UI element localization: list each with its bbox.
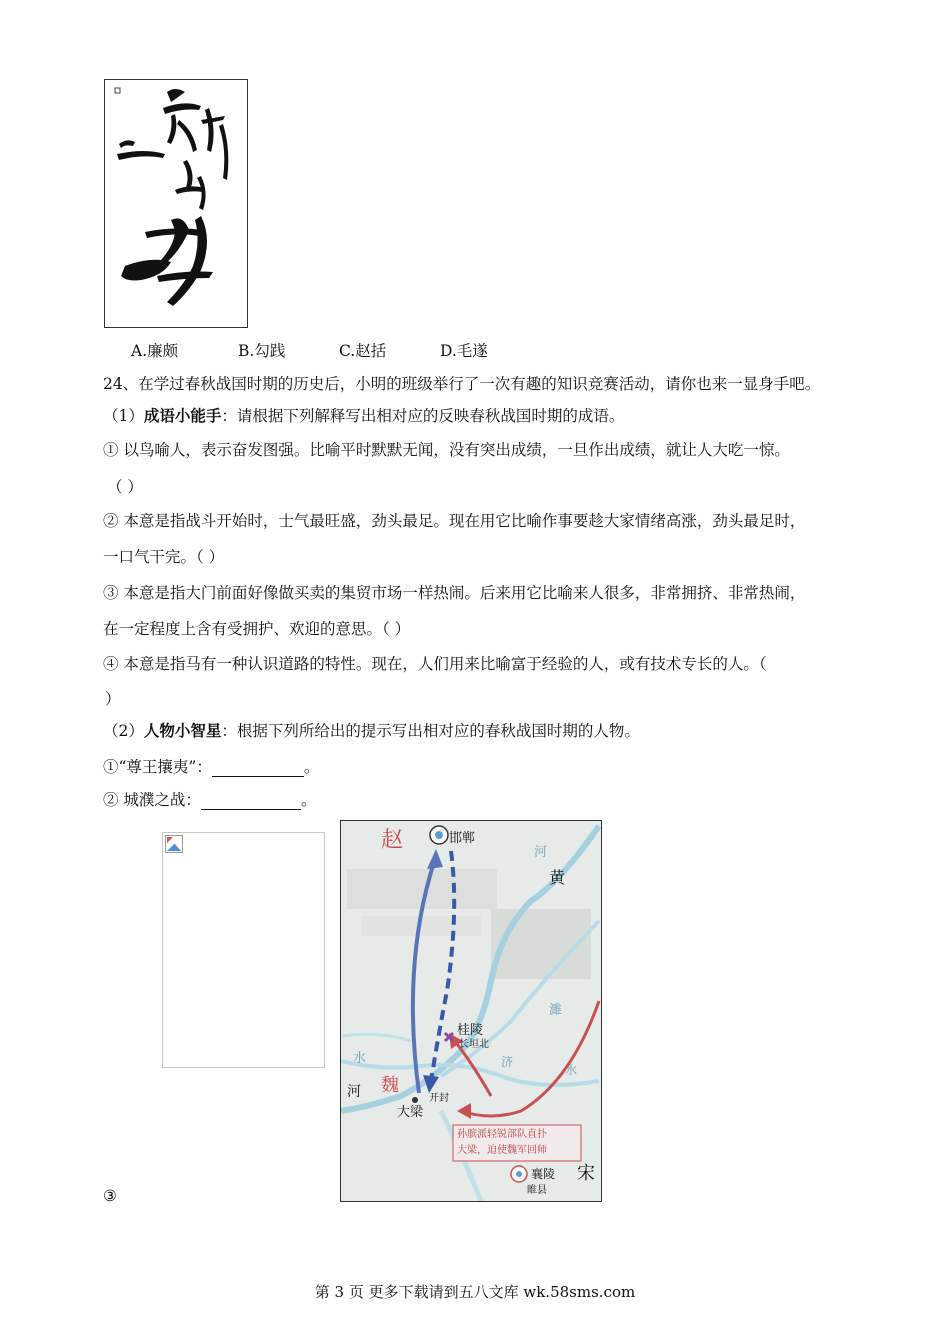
broken-image-placeholder [162,832,325,1068]
map-label-ji: 济 [501,1055,514,1069]
person-1-prompt: ①“尊王攘夷”： [103,758,212,776]
part-1-prefix: （1） [103,407,144,425]
map-label-guiling: 桂陵 [457,1023,484,1038]
option-c: C.赵括 [339,342,387,360]
item-1-line-1: ① 以鸟喻人，表示奋发图强。比喻平时默默无闻，没有突出成绩，一旦作出成绩，就让人大吃一惊。 [103,441,790,459]
calligraphy-artwork [105,80,247,327]
map-label-song: 宋 [577,1163,595,1184]
item-4-line-1: ④ 本意是指马有一种认识道路的特性。现在，人们用来比喻富于经验的人，或有技术专长的人。（ [103,655,767,673]
map-label-huang: 黄 [549,868,566,887]
item-2-line-1: ② 本意是指战斗开始时，士气最旺盛，劲头最足。现在用它比喻作事要趁大家情绪高涨，劲头最足时， [103,512,806,530]
map-label-shui-2: 水 [565,1063,578,1077]
person-3-label: ③ [103,1187,117,1205]
part-1-instruction: ：请根据下列解释写出相对应的反映春秋战国时期的成语。 [221,407,625,425]
person-1-line [103,757,319,777]
person-2-answer-blank[interactable] [201,793,301,810]
person-1-end: 。 [303,758,320,776]
person-2-prompt: ② 城濮之战： [103,791,201,809]
map-label-changyuan: 长垣北 [459,1039,489,1050]
option-b: B.勾践 [238,342,286,360]
part-2-title: 人物小智星 [143,721,222,740]
person-2-line [103,790,316,810]
map-label-shui: 水 [353,1051,367,1066]
map-label-daliang: 大梁 [397,1105,424,1120]
item-2-line-2: 一口气干完。（ ） [103,548,225,566]
item-3-line-2: 在一定程度上含有受拥护、欢迎的意思。（ ） [103,620,411,638]
map-note: 孙膑派轻锐部队直扑 大梁，迫使魏军回师 [457,1129,547,1156]
part-2-prefix: （2） [103,722,144,740]
person-1-answer-blank[interactable] [212,760,304,777]
map-label-zhao: 赵 [381,828,404,853]
battle-map [340,820,602,1202]
item-1-answer-blank: （ ） [107,478,143,496]
option-a: A.廉颇 [131,342,179,360]
broken-image-icon [165,835,183,853]
map-label-xiangling: 襄陵 [531,1167,556,1181]
part-2-heading [103,721,640,741]
calligraphy-image [104,79,248,328]
map-label-handan: 邯郸 [449,831,476,846]
question-24-intro: 24、在学过春秋战国时期的历史后，小明的班级举行了一次有趣的知识竞赛活动，请你也来一显身手吧。 [103,375,821,393]
map-label-wei: 魏 [381,1075,399,1096]
part-1-heading [103,406,624,426]
map-label-he: 河 [534,845,548,860]
part-1-title: 成语小能手 [143,406,222,425]
map-label-sui: 濉 [549,1003,563,1018]
option-d: D.毛遂 [440,342,488,360]
person-2-end: 。 [300,791,317,809]
part-2-instruction: ：根据下列所给出的提示写出相对应的春秋战国时期的人物。 [221,722,640,740]
map-label-suixian: 睢县 [527,1185,547,1196]
item-3-line-1: ③ 本意是指大门前面好像做买卖的集贸市场一样热闹。后来用它比喻来人很多，非常拥挤、非常热闹， [103,584,806,602]
map-label-kaifeng: 开封 [429,1093,449,1104]
item-4-line-2: ） [105,690,121,708]
page-footer: 第 3 页 更多下载请到五八文库 wk.58sms.com [314,1283,636,1301]
map-label-he-2: 河 [347,1084,361,1100]
